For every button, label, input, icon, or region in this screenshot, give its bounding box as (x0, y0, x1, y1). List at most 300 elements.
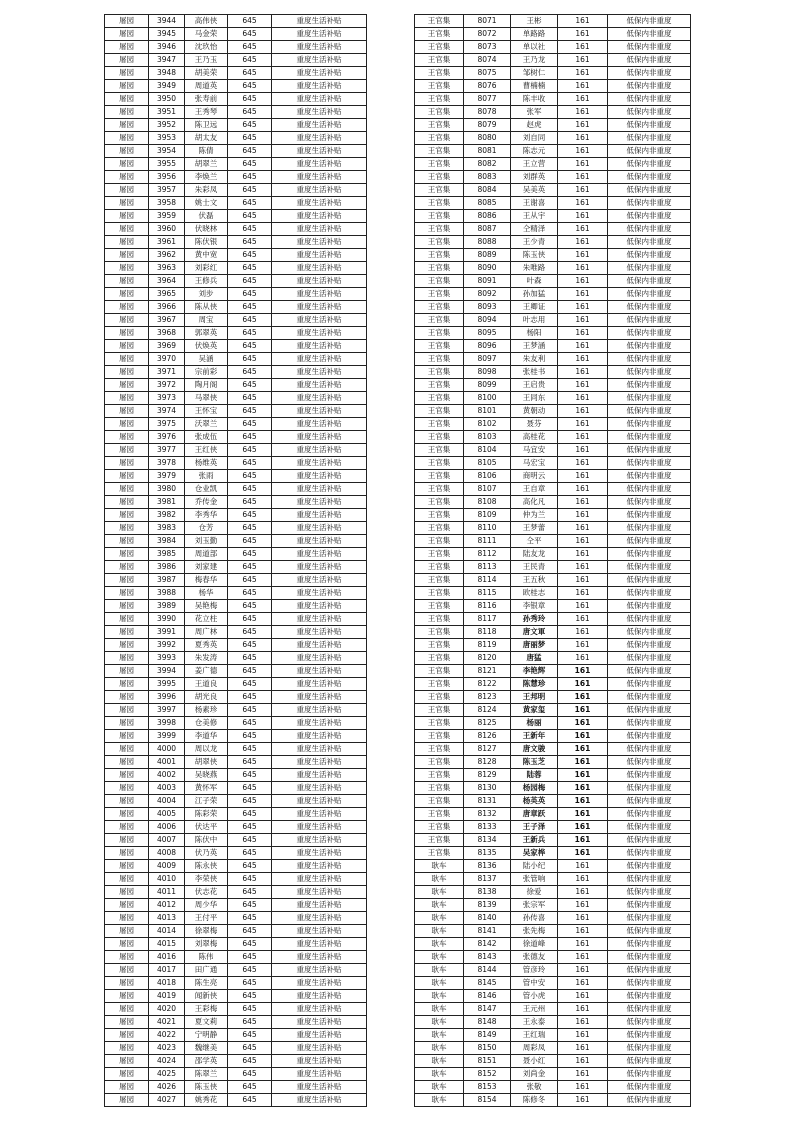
amount-cell: 645 (228, 1003, 272, 1016)
village-cell: 王官集 (415, 327, 464, 340)
table-row (415, 873, 691, 886)
name-cell: 陆小纪 (511, 860, 558, 873)
village-cell: 王官集 (415, 548, 464, 561)
serial-number-cell: 8100 (464, 392, 511, 405)
name-cell: 王新兵 (511, 834, 558, 847)
serial-number-cell: 8139 (464, 899, 511, 912)
table-row (105, 899, 367, 912)
table-row (415, 275, 691, 288)
serial-number-cell: 8120 (464, 652, 511, 665)
serial-number-cell: 8110 (464, 522, 511, 535)
serial-number-cell: 3971 (149, 366, 185, 379)
subsidy-type-cell: 低保内非重度 (608, 886, 691, 899)
serial-number-cell: 3998 (149, 717, 185, 730)
table-row (415, 899, 691, 912)
serial-number-cell: 3972 (149, 379, 185, 392)
amount-cell: 161 (558, 262, 608, 275)
serial-number-cell: 3956 (149, 171, 185, 184)
amount-cell: 161 (558, 1016, 608, 1029)
amount-cell: 161 (558, 1068, 608, 1081)
village-cell: 屠园 (105, 951, 149, 964)
name-cell: 姚秀花 (185, 1094, 228, 1107)
amount-cell: 645 (228, 548, 272, 561)
village-cell: 屠园 (105, 431, 149, 444)
serial-number-cell: 3997 (149, 704, 185, 717)
amount-cell: 161 (558, 834, 608, 847)
name-cell: 张宗军 (511, 899, 558, 912)
subsidy-type-cell: 重度生活补贴 (272, 899, 367, 912)
table-row (105, 548, 367, 561)
amount-cell: 161 (558, 717, 608, 730)
name-cell: 王卿证 (511, 301, 558, 314)
village-cell: 王官集 (415, 28, 464, 41)
table-row (415, 691, 691, 704)
table-row (415, 418, 691, 431)
serial-number-cell: 3976 (149, 431, 185, 444)
name-cell: 仝精泽 (511, 223, 558, 236)
serial-number-cell: 8086 (464, 210, 511, 223)
village-cell: 王官集 (415, 249, 464, 262)
amount-cell: 161 (558, 925, 608, 938)
serial-number-cell: 3981 (149, 496, 185, 509)
village-cell: 王官集 (415, 756, 464, 769)
serial-number-cell: 3947 (149, 54, 185, 67)
village-cell: 王官集 (415, 379, 464, 392)
subsidy-type-cell: 低保内非重度 (608, 470, 691, 483)
amount-cell: 161 (558, 418, 608, 431)
subsidy-type-cell: 低保内非重度 (608, 1068, 691, 1081)
name-cell: 刘自同 (511, 132, 558, 145)
subsidy-type-cell: 低保内非重度 (608, 249, 691, 262)
name-cell: 单路路 (511, 28, 558, 41)
subsidy-type-cell: 低保内非重度 (608, 275, 691, 288)
name-cell: 魏继美 (185, 1042, 228, 1055)
subsidy-type-cell: 低保内非重度 (608, 327, 691, 340)
table-row (105, 262, 367, 275)
amount-cell: 645 (228, 639, 272, 652)
table-row (415, 548, 691, 561)
table-row (105, 418, 367, 431)
village-cell: 耿车 (415, 925, 464, 938)
name-cell: 徐道峰 (511, 938, 558, 951)
name-cell: 郭翠英 (185, 327, 228, 340)
village-cell: 王官集 (415, 15, 464, 28)
name-cell: 仓业凯 (185, 483, 228, 496)
name-cell: 王元州 (511, 1003, 558, 1016)
name-cell: 王付平 (185, 912, 228, 925)
village-cell: 屠园 (105, 977, 149, 990)
village-cell: 屠园 (105, 535, 149, 548)
name-cell: 马金荣 (185, 28, 228, 41)
table-row (415, 938, 691, 951)
name-cell: 王永泰 (511, 1016, 558, 1029)
name-cell: 陈彩荣 (185, 808, 228, 821)
serial-number-cell: 4008 (149, 847, 185, 860)
name-cell: 邹树仁 (511, 67, 558, 80)
village-cell: 屠园 (105, 353, 149, 366)
table-row (105, 652, 367, 665)
name-cell: 王立营 (511, 158, 558, 171)
name-cell: 王秀琴 (185, 106, 228, 119)
name-cell: 朱发涛 (185, 652, 228, 665)
amount-cell: 645 (228, 171, 272, 184)
subsidy-type-cell: 重度生活补贴 (272, 327, 367, 340)
table-row (105, 782, 367, 795)
table-row (105, 951, 367, 964)
serial-number-cell: 3985 (149, 548, 185, 561)
village-cell: 屠园 (105, 405, 149, 418)
name-cell: 王启贵 (511, 379, 558, 392)
serial-number-cell: 3970 (149, 353, 185, 366)
subsidy-type-cell: 低保内非重度 (608, 548, 691, 561)
name-cell: 邵学英 (185, 1055, 228, 1068)
name-cell: 仲为兰 (511, 509, 558, 522)
village-cell: 屠园 (105, 288, 149, 301)
subsidy-type-cell: 低保内非重度 (608, 912, 691, 925)
subsidy-type-cell: 重度生活补贴 (272, 340, 367, 353)
table-row (105, 15, 367, 28)
amount-cell: 161 (558, 522, 608, 535)
village-cell: 王官集 (415, 80, 464, 93)
serial-number-cell: 3977 (149, 444, 185, 457)
subsidy-type-cell: 重度生活补贴 (272, 366, 367, 379)
amount-cell: 161 (558, 236, 608, 249)
village-cell: 王官集 (415, 132, 464, 145)
subsidy-type-cell: 低保内非重度 (608, 509, 691, 522)
amount-cell: 161 (558, 795, 608, 808)
serial-number-cell: 3996 (149, 691, 185, 704)
subsidy-type-cell: 重度生活补贴 (272, 184, 367, 197)
table-row (105, 1042, 367, 1055)
subsidy-type-cell: 低保内非重度 (608, 990, 691, 1003)
amount-cell: 161 (558, 873, 608, 886)
amount-cell: 645 (228, 574, 272, 587)
amount-cell: 645 (228, 1094, 272, 1107)
amount-cell: 645 (228, 431, 272, 444)
subsidy-type-cell: 重度生活补贴 (272, 28, 367, 41)
village-cell: 王官集 (415, 444, 464, 457)
village-cell: 屠园 (105, 340, 149, 353)
subsidy-type-cell: 低保内非重度 (608, 1055, 691, 1068)
subsidy-type-cell: 低保内非重度 (608, 1029, 691, 1042)
amount-cell: 645 (228, 795, 272, 808)
serial-number-cell: 8126 (464, 730, 511, 743)
name-cell: 胡美荣 (185, 67, 228, 80)
table-row (105, 925, 367, 938)
table-row (105, 639, 367, 652)
name-cell: 刘步 (185, 288, 228, 301)
village-cell: 屠园 (105, 106, 149, 119)
serial-number-cell: 8092 (464, 288, 511, 301)
serial-number-cell: 4017 (149, 964, 185, 977)
serial-number-cell: 3955 (149, 158, 185, 171)
table-row (105, 106, 367, 119)
table-row (415, 860, 691, 873)
amount-cell: 161 (558, 28, 608, 41)
village-cell: 屠园 (105, 678, 149, 691)
table-row (415, 743, 691, 756)
table-row (105, 483, 367, 496)
serial-number-cell: 4002 (149, 769, 185, 782)
table-row (415, 1068, 691, 1081)
name-cell: 伏焕英 (185, 340, 228, 353)
subsidy-type-cell: 低保内非重度 (608, 210, 691, 223)
serial-number-cell: 4020 (149, 1003, 185, 1016)
serial-number-cell: 3984 (149, 535, 185, 548)
name-cell: 王民青 (511, 561, 558, 574)
name-cell: 管中安 (511, 977, 558, 990)
village-cell: 屠园 (105, 67, 149, 80)
table-row (105, 379, 367, 392)
table-row (415, 1055, 691, 1068)
name-cell: 闻新侠 (185, 990, 228, 1003)
subsidy-type-cell: 重度生活补贴 (272, 639, 367, 652)
subsidy-type-cell: 重度生活补贴 (272, 145, 367, 158)
village-cell: 王官集 (415, 639, 464, 652)
table-row (415, 574, 691, 587)
amount-cell: 645 (228, 704, 272, 717)
village-cell: 屠园 (105, 54, 149, 67)
subsidy-type-cell: 低保内非重度 (608, 223, 691, 236)
table-row (415, 119, 691, 132)
amount-cell: 161 (558, 548, 608, 561)
amount-cell: 161 (558, 587, 608, 600)
amount-cell: 645 (228, 821, 272, 834)
left-table-body (105, 15, 367, 1107)
amount-cell: 161 (558, 808, 608, 821)
subsidy-type-cell: 重度生活补贴 (272, 80, 367, 93)
subsidy-type-cell: 低保内非重度 (608, 821, 691, 834)
name-cell: 管彦玲 (511, 964, 558, 977)
subsidy-type-cell: 重度生活补贴 (272, 626, 367, 639)
subsidy-type-cell: 低保内非重度 (608, 184, 691, 197)
name-cell: 张先梅 (511, 925, 558, 938)
serial-number-cell: 8094 (464, 314, 511, 327)
table-row (415, 106, 691, 119)
name-cell: 单以社 (511, 41, 558, 54)
name-cell: 曹楠楠 (511, 80, 558, 93)
serial-number-cell: 4003 (149, 782, 185, 795)
right-table (414, 14, 691, 1107)
village-cell: 王官集 (415, 717, 464, 730)
table-row (415, 730, 691, 743)
table-row (415, 184, 691, 197)
amount-cell: 161 (558, 704, 608, 717)
name-cell: 管小虎 (511, 990, 558, 1003)
name-cell: 徐翠梅 (185, 925, 228, 938)
table-row (105, 873, 367, 886)
subsidy-type-cell: 低保内非重度 (608, 41, 691, 54)
village-cell: 屠园 (105, 275, 149, 288)
subsidy-type-cell: 重度生活补贴 (272, 990, 367, 1003)
amount-cell: 645 (228, 353, 272, 366)
amount-cell: 645 (228, 210, 272, 223)
serial-number-cell: 3994 (149, 665, 185, 678)
serial-number-cell: 8118 (464, 626, 511, 639)
serial-number-cell: 8111 (464, 535, 511, 548)
village-cell: 屠园 (105, 327, 149, 340)
serial-number-cell: 8133 (464, 821, 511, 834)
name-cell: 李焕兰 (185, 171, 228, 184)
name-cell: 杨丽 (511, 717, 558, 730)
name-cell: 马宏宝 (511, 457, 558, 470)
name-cell: 孙秀玲 (511, 613, 558, 626)
serial-number-cell: 3962 (149, 249, 185, 262)
name-cell: 王五秋 (511, 574, 558, 587)
village-cell: 王官集 (415, 197, 464, 210)
name-cell: 张寿前 (185, 93, 228, 106)
village-cell: 屠园 (105, 587, 149, 600)
table-row (415, 93, 691, 106)
table-row (415, 912, 691, 925)
name-cell: 朱友利 (511, 353, 558, 366)
name-cell: 姚士文 (185, 197, 228, 210)
amount-cell: 161 (558, 366, 608, 379)
serial-number-cell: 8101 (464, 405, 511, 418)
subsidy-type-cell: 低保内非重度 (608, 106, 691, 119)
subsidy-type-cell: 低保内非重度 (608, 977, 691, 990)
name-cell: 姜广德 (185, 665, 228, 678)
table-row (105, 912, 367, 925)
village-cell: 王官集 (415, 405, 464, 418)
table-row (105, 145, 367, 158)
subsidy-type-cell: 重度生活补贴 (272, 1029, 367, 1042)
serial-number-cell: 8117 (464, 613, 511, 626)
subsidy-type-cell: 重度生活补贴 (272, 249, 367, 262)
table-row (415, 600, 691, 613)
village-cell: 耿车 (415, 1068, 464, 1081)
serial-number-cell: 8107 (464, 483, 511, 496)
amount-cell: 161 (558, 509, 608, 522)
village-cell: 王官集 (415, 392, 464, 405)
serial-number-cell: 8153 (464, 1081, 511, 1094)
amount-cell: 645 (228, 717, 272, 730)
name-cell: 唐文骏 (511, 743, 558, 756)
table-row (415, 41, 691, 54)
serial-number-cell: 8138 (464, 886, 511, 899)
amount-cell: 161 (558, 912, 608, 925)
serial-number-cell: 3966 (149, 301, 185, 314)
name-cell: 张德友 (511, 951, 558, 964)
table-row (105, 171, 367, 184)
serial-number-cell: 3960 (149, 223, 185, 236)
village-cell: 王官集 (415, 652, 464, 665)
serial-number-cell: 8080 (464, 132, 511, 145)
village-cell: 王官集 (415, 535, 464, 548)
table-row (415, 535, 691, 548)
village-cell: 耿车 (415, 899, 464, 912)
name-cell: 朱唯路 (511, 262, 558, 275)
table-row (415, 223, 691, 236)
village-cell: 王官集 (415, 678, 464, 691)
table-row (415, 379, 691, 392)
serial-number-cell: 4022 (149, 1029, 185, 1042)
village-cell: 屠园 (105, 457, 149, 470)
serial-number-cell: 3952 (149, 119, 185, 132)
serial-number-cell: 4001 (149, 756, 185, 769)
name-cell: 徐爱 (511, 886, 558, 899)
amount-cell: 161 (558, 665, 608, 678)
amount-cell: 645 (228, 938, 272, 951)
amount-cell: 161 (558, 184, 608, 197)
amount-cell: 161 (558, 678, 608, 691)
serial-number-cell: 8093 (464, 301, 511, 314)
village-cell: 屠园 (105, 262, 149, 275)
village-cell: 王官集 (415, 587, 464, 600)
amount-cell: 161 (558, 938, 608, 951)
amount-cell: 645 (228, 197, 272, 210)
serial-number-cell: 8079 (464, 119, 511, 132)
serial-number-cell: 3982 (149, 509, 185, 522)
amount-cell: 645 (228, 106, 272, 119)
subsidy-type-cell: 重度生活补贴 (272, 132, 367, 145)
name-cell: 孙传喜 (511, 912, 558, 925)
village-cell: 王官集 (415, 613, 464, 626)
table-row (105, 444, 367, 457)
serial-number-cell: 8149 (464, 1029, 511, 1042)
amount-cell: 161 (558, 1029, 608, 1042)
subsidy-type-cell: 重度生活补贴 (272, 210, 367, 223)
serial-number-cell: 4018 (149, 977, 185, 990)
subsidy-type-cell: 低保内非重度 (608, 457, 691, 470)
village-cell: 屠园 (105, 1094, 149, 1107)
subsidy-type-cell: 重度生活补贴 (272, 678, 367, 691)
name-cell: 陶月阁 (185, 379, 228, 392)
table-row (415, 288, 691, 301)
amount-cell: 645 (228, 132, 272, 145)
amount-cell: 161 (558, 483, 608, 496)
amount-cell: 161 (558, 769, 608, 782)
subsidy-type-cell: 重度生活补贴 (272, 574, 367, 587)
table-row (415, 171, 691, 184)
village-cell: 王官集 (415, 665, 464, 678)
subsidy-type-cell: 低保内非重度 (608, 1094, 691, 1107)
name-cell: 王乃玉 (185, 54, 228, 67)
village-cell: 屠园 (105, 717, 149, 730)
name-cell: 张桂书 (511, 366, 558, 379)
amount-cell: 161 (558, 652, 608, 665)
amount-cell: 161 (558, 574, 608, 587)
serial-number-cell: 3958 (149, 197, 185, 210)
serial-number-cell: 8144 (464, 964, 511, 977)
village-cell: 屠园 (105, 470, 149, 483)
village-cell: 屠园 (105, 782, 149, 795)
amount-cell: 161 (558, 1003, 608, 1016)
subsidy-type-cell: 低保内非重度 (608, 197, 691, 210)
table-row (105, 67, 367, 80)
subsidy-type-cell: 重度生活补贴 (272, 964, 367, 977)
table-row (105, 808, 367, 821)
table-row (105, 795, 367, 808)
amount-cell: 161 (558, 54, 608, 67)
subsidy-type-cell: 重度生活补贴 (272, 288, 367, 301)
serial-number-cell: 4027 (149, 1094, 185, 1107)
table-row (415, 54, 691, 67)
amount-cell: 645 (228, 756, 272, 769)
table-row (105, 197, 367, 210)
amount-cell: 645 (228, 119, 272, 132)
subsidy-type-cell: 低保内非重度 (608, 769, 691, 782)
serial-number-cell: 8074 (464, 54, 511, 67)
village-cell: 屠园 (105, 184, 149, 197)
amount-cell: 645 (228, 93, 272, 106)
village-cell: 王官集 (415, 509, 464, 522)
serial-number-cell: 3975 (149, 418, 185, 431)
village-cell: 屠园 (105, 132, 149, 145)
name-cell: 仓芳 (185, 522, 228, 535)
serial-number-cell: 3957 (149, 184, 185, 197)
subsidy-type-cell: 低保内非重度 (608, 1003, 691, 1016)
